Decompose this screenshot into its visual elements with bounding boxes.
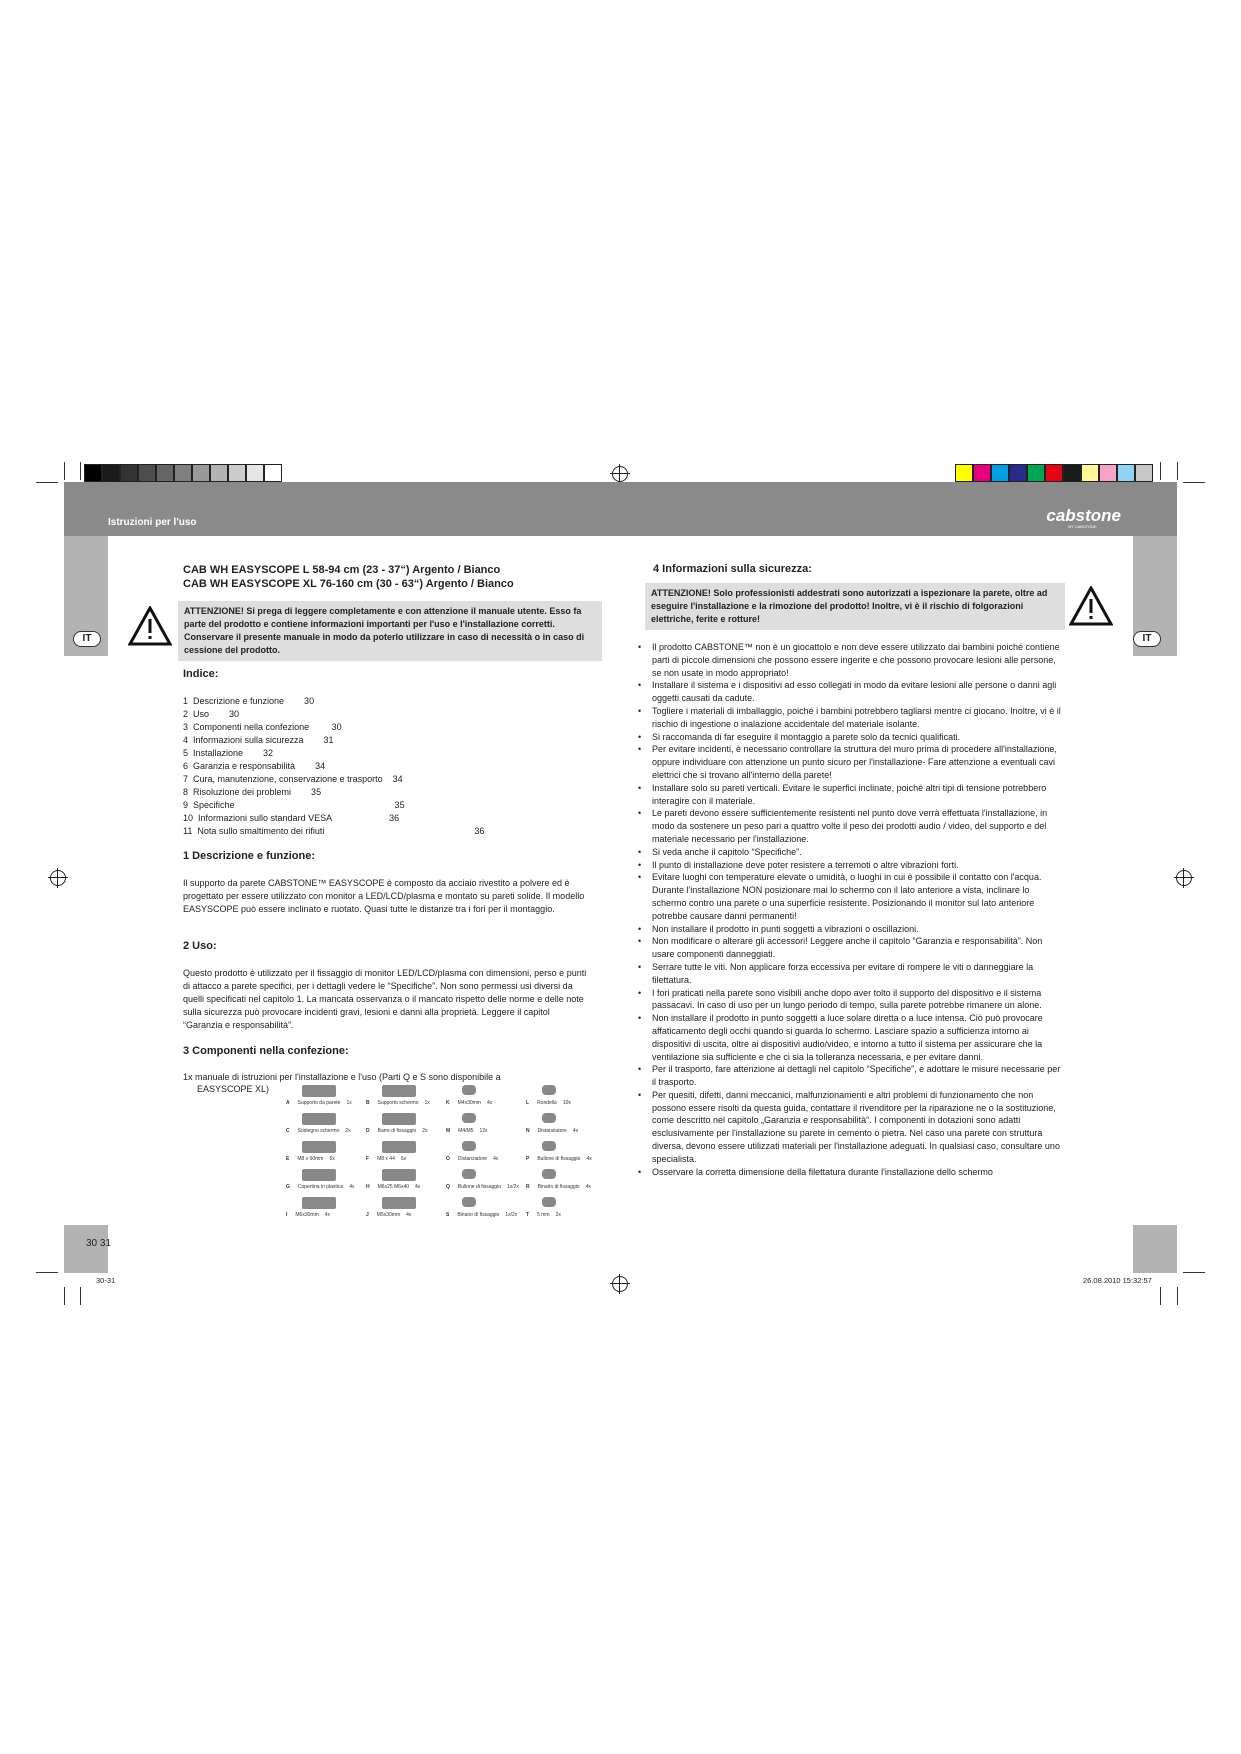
gray-swatch xyxy=(228,464,246,482)
part-qty: 1x xyxy=(424,1100,430,1106)
bullet-item: • Il punto di installazione deve poter resistere a terremoti o altre vibrazioni forti. xyxy=(638,859,1066,872)
gray-swatch xyxy=(84,464,102,482)
part-qty: 4x xyxy=(493,1156,499,1162)
section-heading: 2 Uso: xyxy=(183,940,217,952)
section-3-text-cont: EASYSCOPE XL) xyxy=(197,1084,270,1094)
bullet-item: • Per evitare incidenti, è necessario controllare la struttura del muro prima di procedere all'installazione, oppure individuare con attenzione un punto sicuro per l'installazione- Fare attenzione a eventuali cavi elettrici che si trovano all'interno della parete! xyxy=(638,743,1066,781)
part-name: Binario di fissaggio xyxy=(457,1212,500,1218)
crop-mark xyxy=(80,1287,81,1305)
registration-mark-icon xyxy=(1176,870,1192,886)
section-3-heading xyxy=(183,1045,349,1057)
part-illustration xyxy=(462,1169,476,1179)
page-numbers: 30 31 xyxy=(86,1238,112,1249)
part-name: M4x30mm xyxy=(457,1100,481,1106)
part-letter: H xyxy=(366,1184,370,1190)
warning-triangle-icon xyxy=(1069,586,1113,626)
registration-mark-icon xyxy=(612,1276,628,1292)
bullet-item: • Per il trasporto, fare attenzione ai dettagli nel capitolo “Specifiche”, e adottare le misure necessarie per il trasporto. xyxy=(638,1063,1066,1089)
section-2-text: Questo prodotto è utilizzato per il fissaggio di monitor LED/LCD/plasma con dimensioni, perso e punti di attacco a parete specifici, per i dettagli vedere le “Specifiche”. Non sono permessi usi diversi da quelli specificati nel capitolo 1. La mancata osservanza o il mancato rispetto delle norme e delle note sulla sicurezza può provocare incidenti gravi, lesioni e danni alla proprietà. Leggere il capitol “Garanzia e responsabilità”. xyxy=(183,968,587,1030)
header-title: Istruzioni per l'uso xyxy=(108,517,197,528)
part-qty: 2x xyxy=(345,1128,351,1134)
part-qty: 6x xyxy=(400,1156,407,1162)
gray-swatch xyxy=(156,464,174,482)
part-name: Sostegno schermo xyxy=(297,1128,340,1134)
part-qty: 4x xyxy=(324,1212,331,1218)
gray-swatch xyxy=(246,464,264,482)
part-name: M8 x 44 xyxy=(377,1156,395,1162)
part-letter: K xyxy=(446,1100,450,1106)
part-name: M8 x 60mm xyxy=(297,1156,324,1162)
gray-swatch xyxy=(138,464,156,482)
index-item: 4 Informazioni sulla sicurezza 31 xyxy=(183,735,334,745)
part-qty: 2x xyxy=(422,1128,428,1134)
brand-name: cabstone xyxy=(1046,506,1121,525)
part-label xyxy=(446,1212,517,1218)
part-illustration xyxy=(542,1085,556,1095)
crop-mark xyxy=(1183,482,1205,483)
brand-tagline: BY CABSTONE xyxy=(1068,524,1097,529)
index-item: 9 Specifiche 35 xyxy=(183,800,405,810)
part-name: Supporto da parete xyxy=(297,1100,341,1106)
part-label xyxy=(446,1156,498,1162)
part-illustration xyxy=(382,1113,416,1125)
part-illustration xyxy=(382,1169,416,1181)
safety-bullets xyxy=(638,641,1066,1178)
part-label xyxy=(286,1212,330,1218)
part-illustration xyxy=(302,1085,336,1097)
product-title-2: CAB WH EASYSCOPE XL 76-160 cm (30 - 63“) Argento / Bianco xyxy=(183,578,514,590)
section-4-heading xyxy=(653,563,812,575)
part-qty: 10x xyxy=(562,1100,571,1106)
part-letter: Q xyxy=(446,1184,450,1190)
part-letter: F xyxy=(366,1156,370,1162)
section-3-text: 1x manuale di istruzioni per l'installazione e l'uso (Parti Q e S sono disponibile a xyxy=(183,1072,501,1082)
index-item: 10 Informazioni sullo standard VESA 36 xyxy=(183,813,400,823)
bullet-item: • Si raccomanda di far eseguire il montaggio a parete solo da tecnici qualificati. xyxy=(638,731,1066,744)
crop-mark xyxy=(80,462,81,480)
color-swatch xyxy=(1045,464,1063,482)
part-label xyxy=(446,1100,492,1106)
part-qty: 1x xyxy=(346,1100,352,1106)
part-name: Barre di fissaggio xyxy=(377,1128,417,1134)
part-name: Distanziatore xyxy=(537,1128,567,1134)
part-qty: 4x xyxy=(586,1156,592,1162)
part-illustration xyxy=(302,1113,336,1125)
index-item: 5 Installazione 32 xyxy=(183,748,274,758)
bullet-item: • Non modificare o alterare gli accessori! Leggere anche il capitolo “Garanzia e responsabilità”. Non usare componenti danneggiati. xyxy=(638,935,1066,961)
header-band xyxy=(64,482,1177,536)
index-item: 6 Garanzia e responsabilità 34 xyxy=(183,761,326,771)
color-swatch xyxy=(1027,464,1045,482)
part-qty: 4x xyxy=(349,1184,355,1190)
part-letter: D xyxy=(366,1128,370,1134)
index-heading xyxy=(183,668,218,680)
gray-swatch xyxy=(210,464,228,482)
part-letter: E xyxy=(286,1156,290,1162)
bullet-item: • Installare solo su pareti verticali. Evitare le superfici inclinate, poiché altri tipi di tensione potrebbero interagire con il materiale. xyxy=(638,782,1066,808)
gray-swatch xyxy=(192,464,210,482)
warning-triangle-icon xyxy=(128,606,172,646)
index-item: 1 Descrizione e funzione 30 xyxy=(183,696,315,706)
brand-logo xyxy=(1046,506,1121,529)
section-heading: 4 Informazioni sulla sicurezza: xyxy=(653,563,812,575)
part-illustration xyxy=(382,1085,416,1097)
crop-mark xyxy=(1160,462,1161,480)
section-1-heading xyxy=(183,850,315,862)
part-illustration xyxy=(302,1141,336,1153)
part-qty: 2x xyxy=(555,1212,561,1218)
part-illustration xyxy=(382,1197,416,1209)
part-illustration xyxy=(462,1085,476,1095)
part-name: Copertina in plastica xyxy=(297,1184,344,1190)
gray-swatch xyxy=(120,464,138,482)
index-list xyxy=(183,695,603,838)
part-name: Rondella xyxy=(537,1100,557,1106)
part-letter: I xyxy=(286,1212,288,1218)
part-qty: 4x xyxy=(572,1128,579,1134)
index-item: 2 Uso 30 xyxy=(183,709,240,719)
part-name: Binario di fissaggio xyxy=(537,1184,580,1190)
index-heading-text: Indice: xyxy=(183,668,219,680)
part-name: 5 mm xyxy=(537,1212,550,1218)
part-letter: L xyxy=(526,1100,530,1106)
bullet-item: • Non installare il prodotto in punti soggetti a vibrazioni o oscillazioni. xyxy=(638,923,1066,936)
bullet-item: • Per quesiti, difetti, danni meccanici, malfunzionamenti e altri problemi di funzionamento che non possono essere risolti da questa guida, contattare il rivenditore per la riparazione ne o la sostituzione, come descritto nel capitolo „Garanzia e responsabilità“. I componenti in dotazioni sono adatti esclusivamente per l'installazione su parete in cemento o pietra. Nel caso una parete con struttura diversa, devono essere utilizzati materiali per l'installazione adeguati. In qualsiasi caso, consultare uno specialista. xyxy=(638,1089,1066,1166)
part-label xyxy=(526,1212,561,1218)
part-label xyxy=(526,1128,578,1134)
part-label xyxy=(446,1184,519,1190)
part-qty: 12x xyxy=(479,1128,488,1134)
part-name: Supporto schermo xyxy=(377,1100,419,1106)
part-label xyxy=(526,1100,571,1106)
part-qty: 4x xyxy=(415,1184,421,1190)
bullet-item: • Installare il sistema e i dispositivi ad esso collegati in modo da evitare lesioni alle persone o danni agli oggetti causati da cadute. xyxy=(638,679,1066,705)
index-item: 8 Risoluzione dei problemi 35 xyxy=(183,787,322,797)
part-label xyxy=(366,1100,430,1106)
footer-code: 30-31 xyxy=(96,1276,116,1285)
part-label xyxy=(366,1212,411,1218)
color-bar xyxy=(955,464,1153,482)
parts-grid xyxy=(286,1083,604,1223)
part-letter: P xyxy=(526,1156,530,1162)
part-letter: R xyxy=(526,1184,530,1190)
part-illustration xyxy=(382,1141,416,1153)
bullet-item: • Togliere i materiali di imballaggio, poiché i bambini potrebbero tagliarsi mentre ci giocano. Inoltre, vi è il rischio di ingestione o inalazione accidentale del materiale isolante. xyxy=(638,705,1066,731)
section-heading: 3 Componenti nella confezione: xyxy=(183,1045,349,1057)
index-item: 11 Nota sullo smaltimento dei rifiuti 36 xyxy=(183,826,485,836)
part-illustration xyxy=(462,1141,476,1151)
bottom-left-tab xyxy=(64,1225,108,1273)
part-qty: 4x xyxy=(585,1184,591,1190)
part-name: Distanziatore xyxy=(457,1156,488,1162)
crop-mark xyxy=(64,462,65,480)
bullet-item: • Si veda anche il capitolo “Specifiche”. xyxy=(638,846,1066,859)
part-qty: 4x xyxy=(486,1100,493,1106)
part-name: M5x30mm xyxy=(376,1212,401,1218)
bullet-item: • Evitare luoghi con temperature elevate o umidità, o luoghi in cui è possibile il contatto con l'acqua. Durante l'installazione NON posizionare mai lo schermo con il lato anteriore a vista, inclinare lo schermo contro una parete o una superficie resistente. Posizionando il monitor sul lato anteriore potrebbe causare danni permanenti! xyxy=(638,871,1066,922)
part-letter: N xyxy=(526,1128,530,1134)
part-illustration xyxy=(542,1197,556,1207)
part-letter: B xyxy=(366,1100,370,1106)
section-2-heading xyxy=(183,940,217,952)
color-swatch xyxy=(1081,464,1099,482)
registration-mark-icon xyxy=(612,466,628,482)
index-item: 3 Componenti nella confezione 30 xyxy=(183,722,342,732)
part-qty: 1x/2x xyxy=(506,1184,519,1190)
color-swatch xyxy=(1099,464,1117,482)
part-illustration xyxy=(542,1169,556,1179)
crop-mark xyxy=(1177,1287,1178,1305)
grayscale-bar xyxy=(84,464,282,482)
section-1-text: Il supporto da parete CABSTONE™ EASYSCOPE è composto da acciaio rivestito a polvere ed è progettato per essere utilizzato con monitor a LED/LCD/plasma e montato su pareti solide. Il modello EASYSCOPE può essere inclinato e ruotato. Quasi tutte le distanze tra i fori per il montaggio. xyxy=(183,878,585,914)
crop-mark xyxy=(36,1272,58,1273)
color-swatch xyxy=(1063,464,1081,482)
part-letter: T xyxy=(526,1212,530,1218)
warning-box: ATTENZIONE! Solo professionisti addestrati sono autorizzati a ispezionare la parete, oltre ad eseguire l'installazione e la rimozione del prodotto! Inoltre, vi è il rischio di folgorazioni elettriche, ferite e rotture! xyxy=(645,583,1065,630)
bullet-item: • Le pareti devono essere sufficientemente resistenti nel punto dove verrà effettuata l'installazione, in modo da sostenere un peso pari a quattro volte il peso dei prodotti audio / video, del supporto e del materiale necessario per l'installazione. xyxy=(638,807,1066,845)
part-label xyxy=(286,1184,354,1190)
part-name: M6x25 M6x40 xyxy=(377,1184,410,1190)
color-swatch xyxy=(991,464,1009,482)
part-name: M4/M5 xyxy=(458,1128,474,1134)
part-qty: 1x/2x xyxy=(505,1212,518,1218)
part-name: Bullone di fissaggio xyxy=(537,1156,581,1162)
part-illustration xyxy=(542,1141,556,1151)
part-name: M6x30mm xyxy=(295,1212,319,1218)
color-swatch xyxy=(955,464,973,482)
part-label xyxy=(526,1184,591,1190)
part-label xyxy=(286,1156,335,1162)
part-label xyxy=(526,1156,592,1162)
language-badge: IT xyxy=(73,631,101,647)
color-swatch xyxy=(1009,464,1027,482)
part-label xyxy=(286,1100,352,1106)
part-illustration xyxy=(462,1197,476,1207)
crop-mark xyxy=(1177,462,1178,480)
part-qty: 4x xyxy=(406,1212,412,1218)
registration-mark-icon xyxy=(50,870,66,886)
part-label xyxy=(286,1128,351,1134)
product-title-1: CAB WH EASYSCOPE L 58-94 cm (23 - 37“) Argento / Bianco xyxy=(183,564,501,576)
bottom-right-tab xyxy=(1133,1225,1177,1273)
part-letter: G xyxy=(286,1184,290,1190)
gray-swatch xyxy=(102,464,120,482)
part-illustration xyxy=(302,1197,336,1209)
part-label xyxy=(446,1128,488,1134)
part-name: Bullone di fissaggio xyxy=(457,1184,501,1190)
index-item: 7 Cura, manutenzione, conservazione e trasporto 34 xyxy=(183,774,403,784)
gray-swatch xyxy=(174,464,192,482)
bullet-item: • Serrare tutte le viti. Non applicare forza eccessiva per evitare di rompere le viti o danneggiare la filettatura. xyxy=(638,961,1066,987)
bullet-item: • Osservare la corretta dimensione della filettatura durante l'installazione dello schermo xyxy=(638,1166,1066,1179)
part-label xyxy=(366,1184,420,1190)
color-swatch xyxy=(1135,464,1153,482)
part-letter: S xyxy=(446,1212,450,1218)
crop-mark xyxy=(1160,1287,1161,1305)
part-letter: M xyxy=(446,1128,451,1134)
color-swatch xyxy=(1117,464,1135,482)
footer-timestamp: 26.08.2010 15:32:57 xyxy=(1083,1276,1152,1285)
bullet-item: • Il prodotto CABSTONE™ non è un giocattolo e non deve essere utilizzato dai bambini poiché contiene parti di piccole dimensioni che possono essere ingerite e che possono provocare lesioni alle persone, se non usate in modo appropriato! xyxy=(638,641,1066,679)
section-heading: 1 Descrizione e funzione: xyxy=(183,850,316,862)
bullet-item: • I fori praticati nella parete sono visibili anche dopo aver tolto il supporto del dispositivo e il sistema passacavi. In caso di uso per un lungo periodo di tempo, sulla parete potrebbe rimanere un alone. xyxy=(638,987,1066,1013)
part-letter: C xyxy=(286,1128,290,1134)
part-illustration xyxy=(302,1169,336,1181)
crop-mark xyxy=(1183,1272,1205,1273)
part-letter: A xyxy=(286,1100,290,1106)
part-label xyxy=(366,1156,406,1162)
crop-mark xyxy=(64,1287,65,1305)
part-label xyxy=(366,1128,428,1134)
bullet-item: • Non installare il prodotto in punto soggetti a luce solare diretta o a luce intensa. Ciò può provocare affaticamento degli occhi quando si guarda lo schermo. Lasciare spazio a sufficienza intorno ai dispositivi di uscita, oltre ai dispositivi audio/video, e intorno a tutto il sistema per assicurare che la ventilazione sia sufficiente e che ci sia la tolleranza necessaria, e per evitare danni. xyxy=(638,1012,1066,1063)
warning-box: ATTENZIONE! Si prega di leggere completamente e con attenzione il manuale utente. Esso fa parte del prodotto e contiene informazioni importanti per l'uso e l'installazione corretti. Conservare il presente manuale in modo da poterlo utilizzare in caso di necessità o in caso di cessione del prodotto. xyxy=(178,601,602,661)
part-illustration xyxy=(542,1113,556,1123)
gray-swatch xyxy=(264,464,282,482)
part-letter: O xyxy=(446,1156,450,1162)
part-letter: J xyxy=(366,1212,369,1218)
color-swatch xyxy=(973,464,991,482)
part-qty: 6x xyxy=(329,1156,335,1162)
crop-mark xyxy=(36,482,58,483)
language-badge: IT xyxy=(1133,631,1161,647)
part-illustration xyxy=(462,1113,476,1123)
